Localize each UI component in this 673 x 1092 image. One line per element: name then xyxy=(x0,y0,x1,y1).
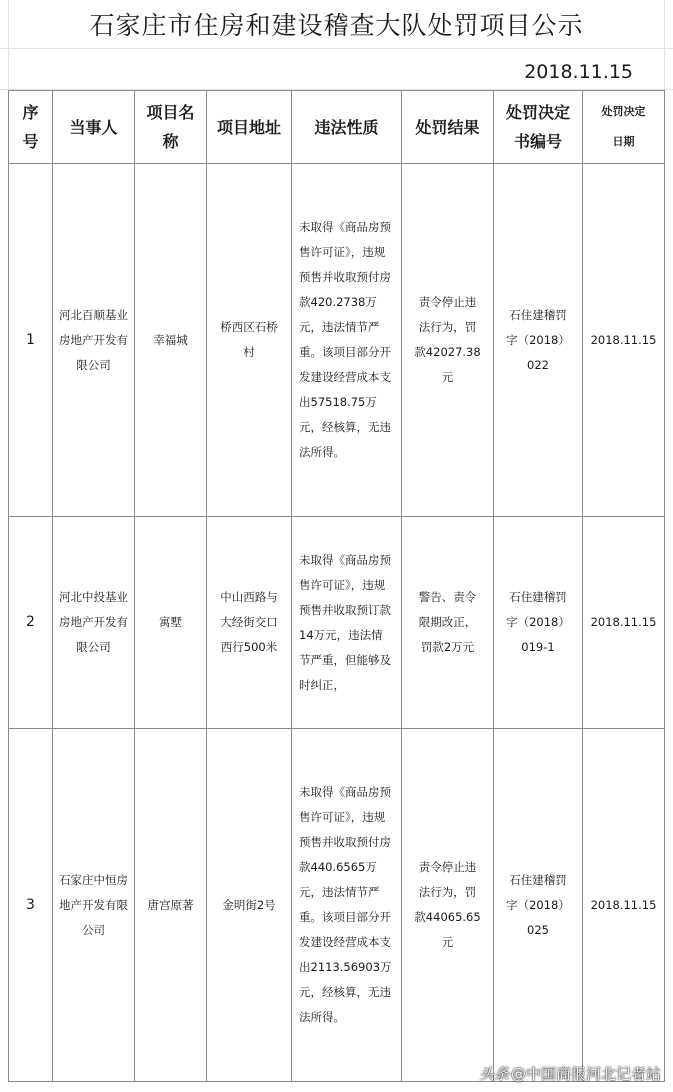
cell-decision-date: 2018.11.15 xyxy=(583,164,665,517)
cell-seq: 3 xyxy=(9,729,53,1082)
cell-violation: 未取得《商品房预售许可证》，违规预售并收取预付房款440.6565万元，违法情节严重。该项目部分开发建设经营成本支出2113.56903万元，经核算，无违法所得。 xyxy=(292,729,402,1082)
cell-result: 警告、责令限期改正，罚款2万元 xyxy=(402,517,494,729)
header-result: 处罚结果 xyxy=(402,91,494,164)
cell-decision-no: 石住建稽罚字（2018）019-1 xyxy=(494,517,583,729)
cell-project-address: 金明街2号 xyxy=(207,729,292,1082)
cell-party: 石家庄中恒房地产开发有限公司 xyxy=(53,729,135,1082)
header-seq: 序号 xyxy=(9,91,53,164)
cell-project-name: 唐宫原著 xyxy=(135,729,207,1082)
cell-seq: 1 xyxy=(9,164,53,517)
table-row xyxy=(9,517,665,729)
cell-project-name: 寓墅 xyxy=(135,517,207,729)
cell-seq: 2 xyxy=(9,517,53,729)
document-title: 石家庄市住房和建设稽查大队处罚项目公示 xyxy=(89,11,584,40)
header-decision-no: 处罚决定书编号 xyxy=(494,91,583,164)
cell-project-address: 桥西区石桥村 xyxy=(207,164,292,517)
sheet-gridline xyxy=(0,48,673,49)
cell-violation: 未取得《商品房预售许可证》，违规预售并收取预订款14万元，违法情节严重，但能够及时纠正， xyxy=(292,517,402,729)
cell-decision-no: 石住建稽罚字（2018）022 xyxy=(494,164,583,517)
cell-party: 河北中投基业房地产开发有限公司 xyxy=(53,517,135,729)
table-header-row xyxy=(9,91,665,164)
cell-violation: 未取得《商品房预售许可证》，违规预售并收取预付房款420.2738万元，违法情节严重。该项目部分开发建设经营成本支出57518.75万元，经核算，无违法所得。 xyxy=(292,164,402,517)
watermark-prefix: 头条 xyxy=(478,1065,509,1083)
header-party: 当事人 xyxy=(53,91,135,164)
table-row xyxy=(9,729,665,1082)
watermark-text: @中国商报河北记者站 xyxy=(510,1065,661,1083)
header-project-name: 项目名称 xyxy=(135,91,207,164)
header-decision-date: 处罚决定日期 xyxy=(583,91,665,164)
cell-decision-no: 石住建稽罚字（2018）025 xyxy=(494,729,583,1082)
document-date: 2018.11.15 xyxy=(524,61,633,83)
cell-result: 责令停止违法行为，罚款44065.65元 xyxy=(402,729,494,1082)
cell-project-name: 幸福城 xyxy=(135,164,207,517)
cell-decision-date: 2018.11.15 xyxy=(583,729,665,1082)
header-violation: 违法性质 xyxy=(292,91,402,164)
cell-decision-date: 2018.11.15 xyxy=(583,517,665,729)
cell-project-address: 中山西路与大经街交口西行500米 xyxy=(207,517,292,729)
penalty-table xyxy=(8,90,665,1082)
source-watermark xyxy=(479,1063,661,1084)
table-row xyxy=(9,164,665,517)
cell-party: 河北百顺基业房地产开发有限公司 xyxy=(53,164,135,517)
cell-result: 责令停止违法行为，罚款42027.38元 xyxy=(402,164,494,517)
header-project-address: 项目地址 xyxy=(207,91,292,164)
